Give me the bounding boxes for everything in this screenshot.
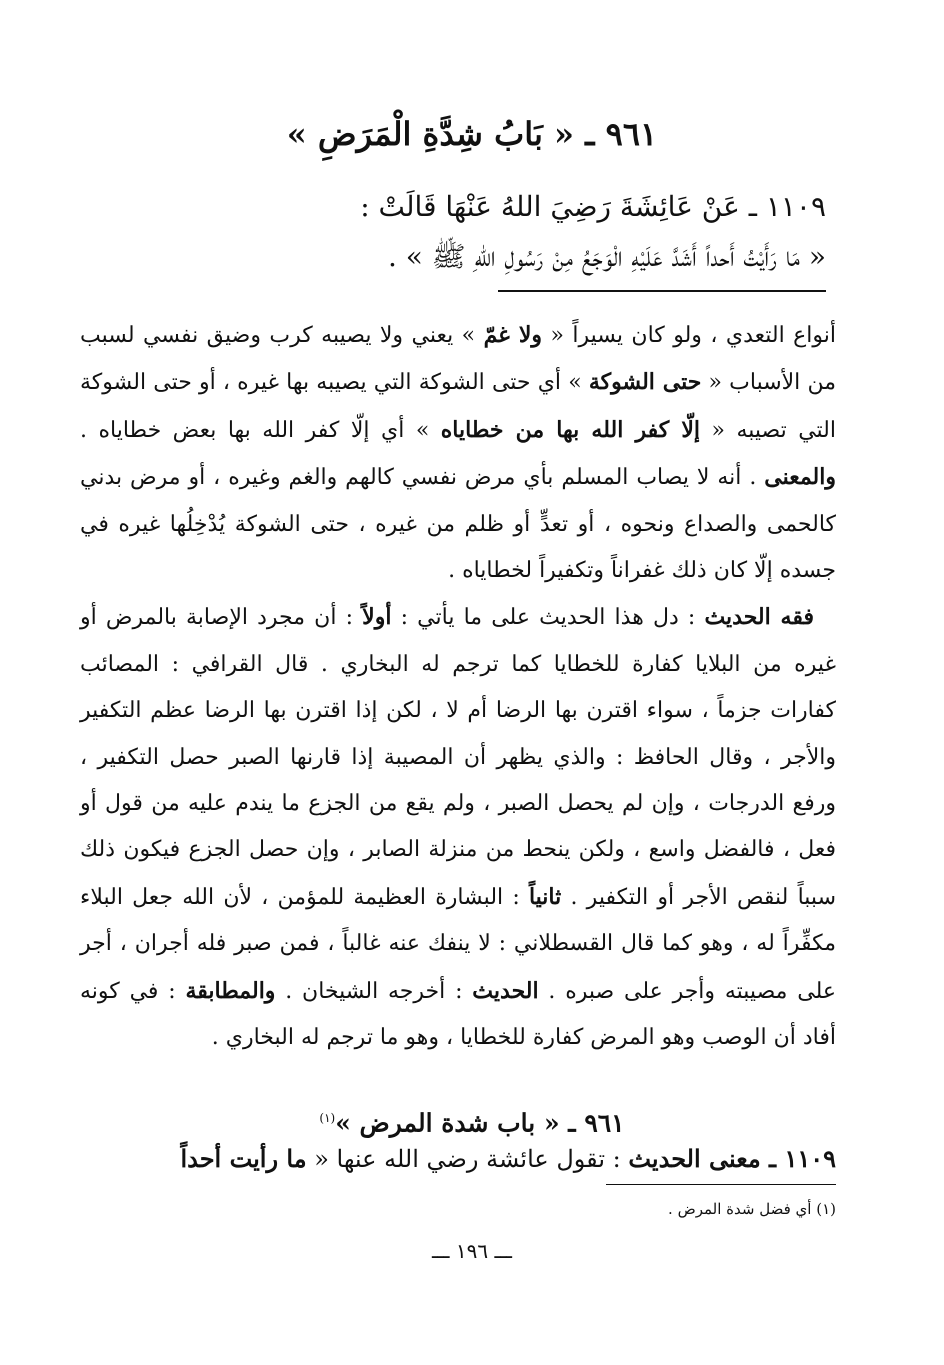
chapter-title: ٩٦١ ـ « بَابُ شِدَّةِ الْمَرَضِ »	[286, 115, 658, 153]
section-subheading: ٩٦١ ـ « باب شدة المرض »$^{(١)}$	[319, 1108, 625, 1138]
footnote-reference: (١)	[319, 1111, 336, 1125]
hadith-divider	[498, 290, 826, 292]
commentary-paragraph-1: أنواع التعدي ، ولو كان يسيراً « ولا غمّ » يعني ولا يصيبه كرب وضيق نفسي لسبب من الأسباب « حتى الشوكة » أي حتى الشوكة التي يصيبه بها غيره ، أو حتى الشوكة التي تصيبه « إلّا كفر الله بها من خطاياه » أي إلّا كفر الله بها بعض خطاياه . والمعنى . أنه لا يصاب المسلم بأي مرض نفسي كالهم والغم وغيره ، أو مرض بدني كالحمى والصداع ونحوه ، أو تعدٍّ أو ظلم من غيره ، حتى الشوكة يُدْخِلُها غيره في جسده إلّا كان ذلك غفراناً وتكفيراً لخطاياه .	[80, 322, 837, 584]
commentary-body	[80, 312, 836, 1062]
footnote-divider	[606, 1184, 836, 1185]
footnote: (١) أي فضل شدة المرض .	[668, 1200, 836, 1218]
hadith-text-line: « مَا رَأَيْتُ أَحداً أَشَدَّ عَلَيْهِ الْوَجَعُ مِنْ رَسُولِ اللهِ ﷺ » .	[387, 240, 826, 273]
hadith-narrator-line: ١١٠٩ ـ عَنْ عَائِشَةَ رَضِيَ اللهُ عَنْهَا قَالَتْ :	[360, 190, 826, 223]
next-hadith-lead: ١١٠٩ ـ معنى الحديث : تقول عائشة رضي الله عنها « ما رأيت أحداً	[180, 1144, 836, 1173]
commentary-paragraph-2: فقه الحديث : دل هذا الحديث على ما يأتي : أولاً : أن مجرد الإصابة بالمرض أو غيره من البلايا كفارة للخطايا كما ترجم له البخاري . قال القرافي : المصائب كفارات جزماً ، سواء اقترن بها الرضا أم لا ، لكن إذا اقترن بها الرضا عظم التكفير والأجر ، وقال الحافظ : والذي يظهر أن المصيبة إذا قارنها الصبر حصل التكفير ، ورفع الدرجات ، وإن لم يحصل الصبر ، ولم يقع من الجزع ما يندم عليه من قول أو فعل ، فالفضل واسع ، ولكن ينحط من منزلة الصابر ، وإن حصل الجزع فيكون ذلك سبباً لنقص الأجر أو التكفير . ثانياً : البشارة العظيمة للمؤمن ، لأن الله جعل البلاء مكفِّراً له ، وهو كما قال القسطلاني : لا ينفك عنه غالباً ، فمن صبر فله أجران ، أجر على مصيبته وأجر على صبره . الحديث : أخرجه الشيخان . والمطابقة : في كونه أفاد أن الوصب وهو المرض كفارة للخطايا ، وهو ما ترجم له البخاري .	[80, 604, 836, 1051]
page-number: ـــ ١٩٦ ـــ	[431, 1239, 513, 1263]
